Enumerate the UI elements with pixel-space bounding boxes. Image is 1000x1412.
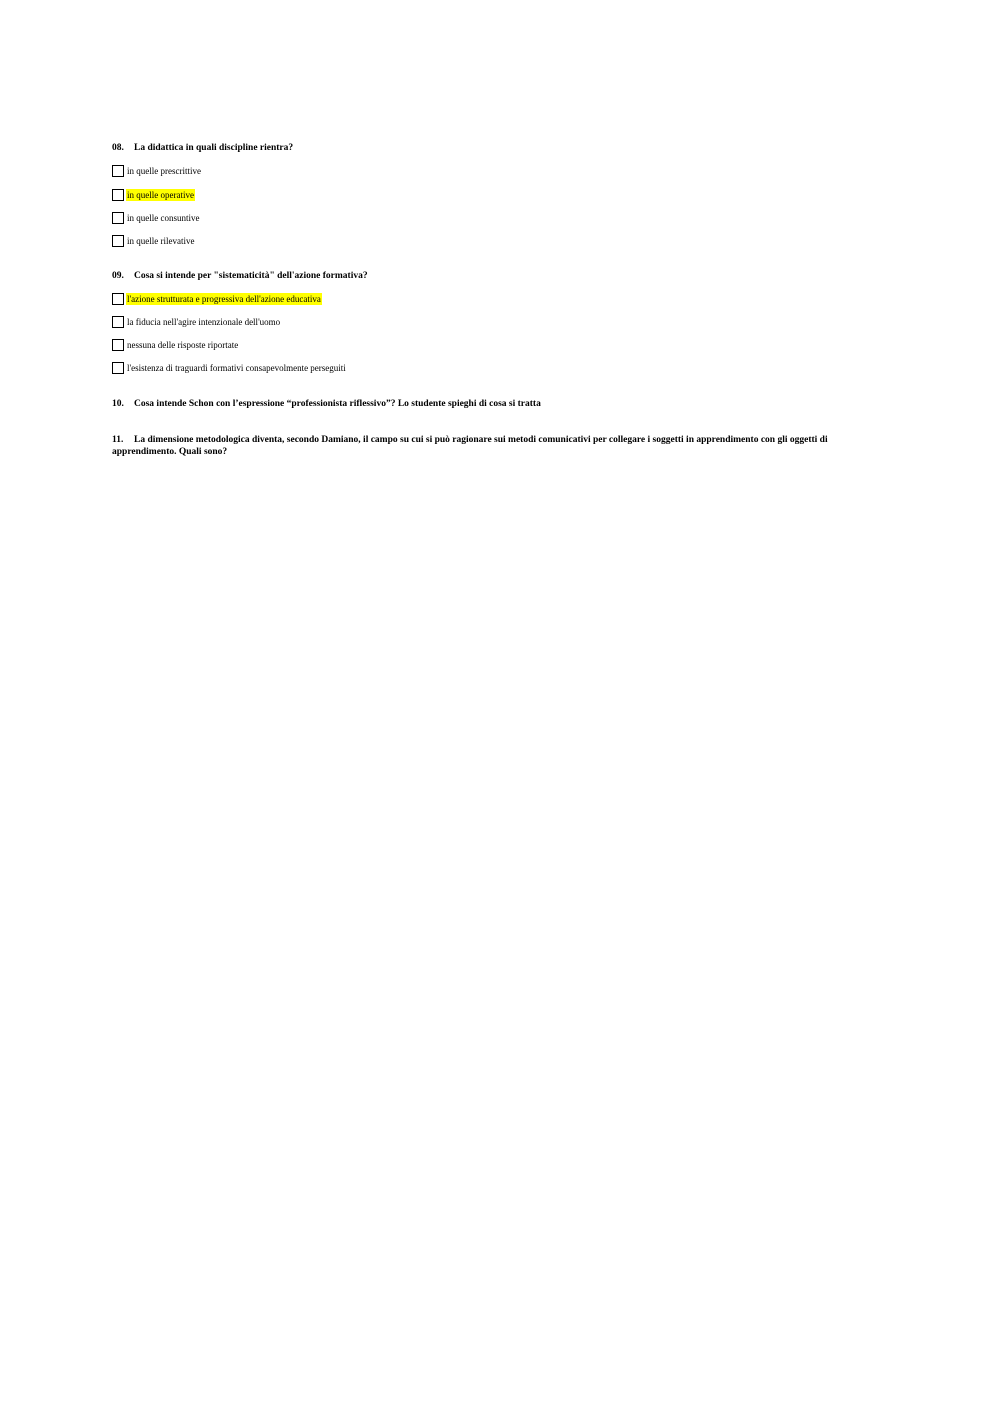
option-label: la fiducia nell'agire intenzionale dell'uomo [127, 317, 281, 327]
question-text: La dimensione metodologica diventa, secondo Damiano, il campo su cui si può ragionare sui metodi comunicativi per collegare i soggetti in apprendimento con gli oggetti di apprendimento. Quali sono? [112, 435, 828, 457]
option-label: in quelle consuntive [127, 213, 200, 223]
question-number: 11. [112, 435, 124, 445]
option-label: in quelle prescrittive [127, 166, 201, 176]
option-label-highlighted: l'azione strutturata e progressiva dell'azione educativa [127, 294, 321, 304]
checkbox[interactable] [112, 165, 124, 177]
checkbox[interactable] [112, 189, 124, 201]
question-11 [112, 434, 872, 458]
question-number: 09. [112, 271, 124, 281]
question-text: Cosa si intende per "sistematicità" dell'azione formativa? [134, 271, 368, 281]
option-09-d[interactable] [112, 361, 347, 375]
option-08-b[interactable] [112, 188, 195, 202]
option-label: in quelle rilevative [127, 236, 195, 246]
question-text: Cosa intende Schon con l’espressione “professionista riflessivo”? Lo studente spieghi di cosa si tratta [134, 399, 541, 409]
option-09-b[interactable] [112, 315, 281, 329]
question-number: 10. [112, 399, 124, 409]
checkbox[interactable] [112, 235, 124, 247]
question-number: 08. [112, 143, 124, 153]
question-10 [112, 398, 541, 410]
question-08 [112, 142, 293, 154]
checkbox[interactable] [112, 339, 124, 351]
question-text: La didattica in quali discipline rientra? [134, 143, 294, 153]
option-09-c[interactable] [112, 338, 239, 352]
option-09-a[interactable] [112, 292, 322, 306]
option-label-highlighted: in quelle operative [127, 190, 194, 200]
checkbox[interactable] [112, 293, 124, 305]
option-08-a[interactable] [112, 164, 202, 178]
question-09 [112, 270, 368, 282]
option-label: nessuna delle risposte riportate [127, 340, 239, 350]
option-08-d[interactable] [112, 234, 195, 248]
option-label: l'esistenza di traguardi formativi consapevolmente perseguiti [127, 363, 346, 373]
checkbox[interactable] [112, 316, 124, 328]
checkbox[interactable] [112, 362, 124, 374]
option-08-c[interactable] [112, 211, 200, 225]
checkbox[interactable] [112, 212, 124, 224]
